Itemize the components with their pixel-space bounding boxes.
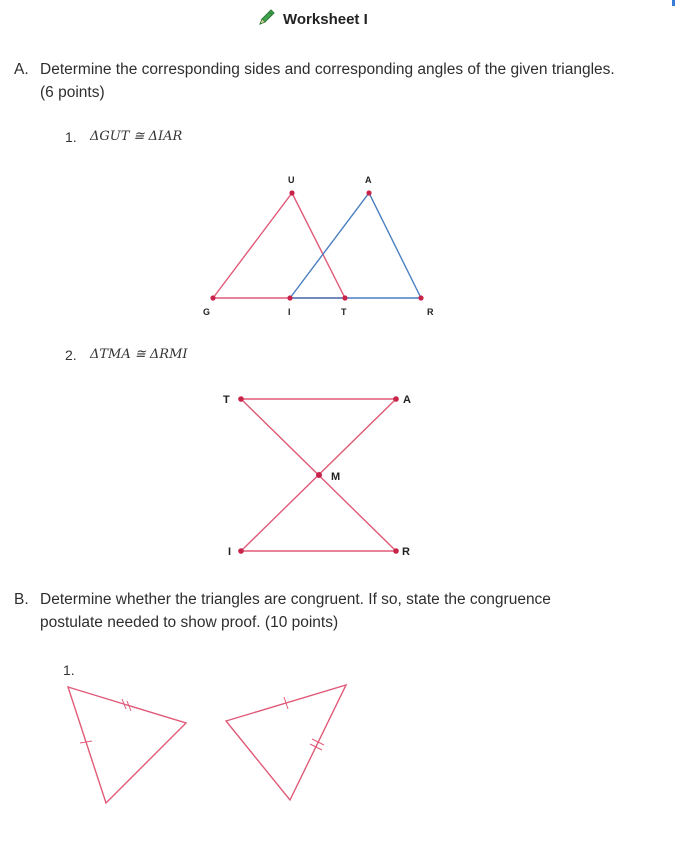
- section-a-label: A.: [14, 61, 29, 78]
- vertex-a-label: A: [403, 394, 411, 406]
- vertex-i-label: I: [228, 546, 232, 558]
- section-a-text-line1: Determine the corresponding sides and corresponding angles of the given triangles.: [40, 61, 615, 78]
- tick-mark: [312, 739, 324, 745]
- vertex-a-dot: [393, 396, 399, 402]
- vertex-g-dot: [210, 295, 215, 300]
- page-title: Worksheet I: [283, 11, 368, 28]
- item-a1-number: 1.: [65, 129, 77, 145]
- item-a2-number: 2.: [65, 347, 77, 363]
- section-a-text-line2: (6 points): [40, 84, 105, 101]
- tick-mark: [310, 744, 322, 750]
- vertex-a-dot: [366, 190, 371, 195]
- vertex-t-label: T: [223, 394, 230, 406]
- vertex-i-label: I: [288, 307, 291, 317]
- item-b1-number: 1.: [63, 662, 75, 678]
- section-b-label: B.: [14, 591, 29, 608]
- triangle-left: [68, 687, 186, 803]
- item-a2-statement: ΔTMA ≅ ΔRMI: [90, 347, 188, 362]
- figure-b1-triangles: [60, 675, 360, 810]
- vertex-r-label: R: [427, 307, 434, 317]
- section-b-text-line1: Determine whether the triangles are congruent. If so, state the congruence: [40, 591, 551, 608]
- pencil-icon: [257, 7, 277, 32]
- section-b-text-line2: postulate needed to show proof. (10 points): [40, 614, 339, 631]
- triangle-iar: [290, 193, 421, 298]
- vertex-r-dot: [393, 548, 399, 554]
- worksheet-header: [257, 7, 368, 32]
- vertex-r-dot: [418, 295, 423, 300]
- vertex-i-dot: [287, 295, 292, 300]
- vertex-t-dot: [342, 295, 347, 300]
- vertex-t-label: T: [341, 307, 347, 317]
- vertex-u-label: U: [288, 175, 295, 185]
- vertex-r-label: R: [402, 546, 410, 558]
- vertex-m-dot: [316, 472, 322, 478]
- vertex-a-label: A: [365, 175, 372, 185]
- vertex-u-dot: [289, 190, 294, 195]
- figure-a1-triangles: [195, 168, 445, 328]
- item-a1-statement: ΔGUT ≅ ΔIAR: [90, 129, 183, 144]
- vertex-g-label: G: [203, 307, 211, 317]
- vertex-t-dot: [238, 396, 244, 402]
- vertex-i-dot: [238, 548, 244, 554]
- figure-a2-triangles: [215, 385, 430, 570]
- triangle-gut: [213, 193, 345, 298]
- vertex-m-label: M: [331, 471, 341, 483]
